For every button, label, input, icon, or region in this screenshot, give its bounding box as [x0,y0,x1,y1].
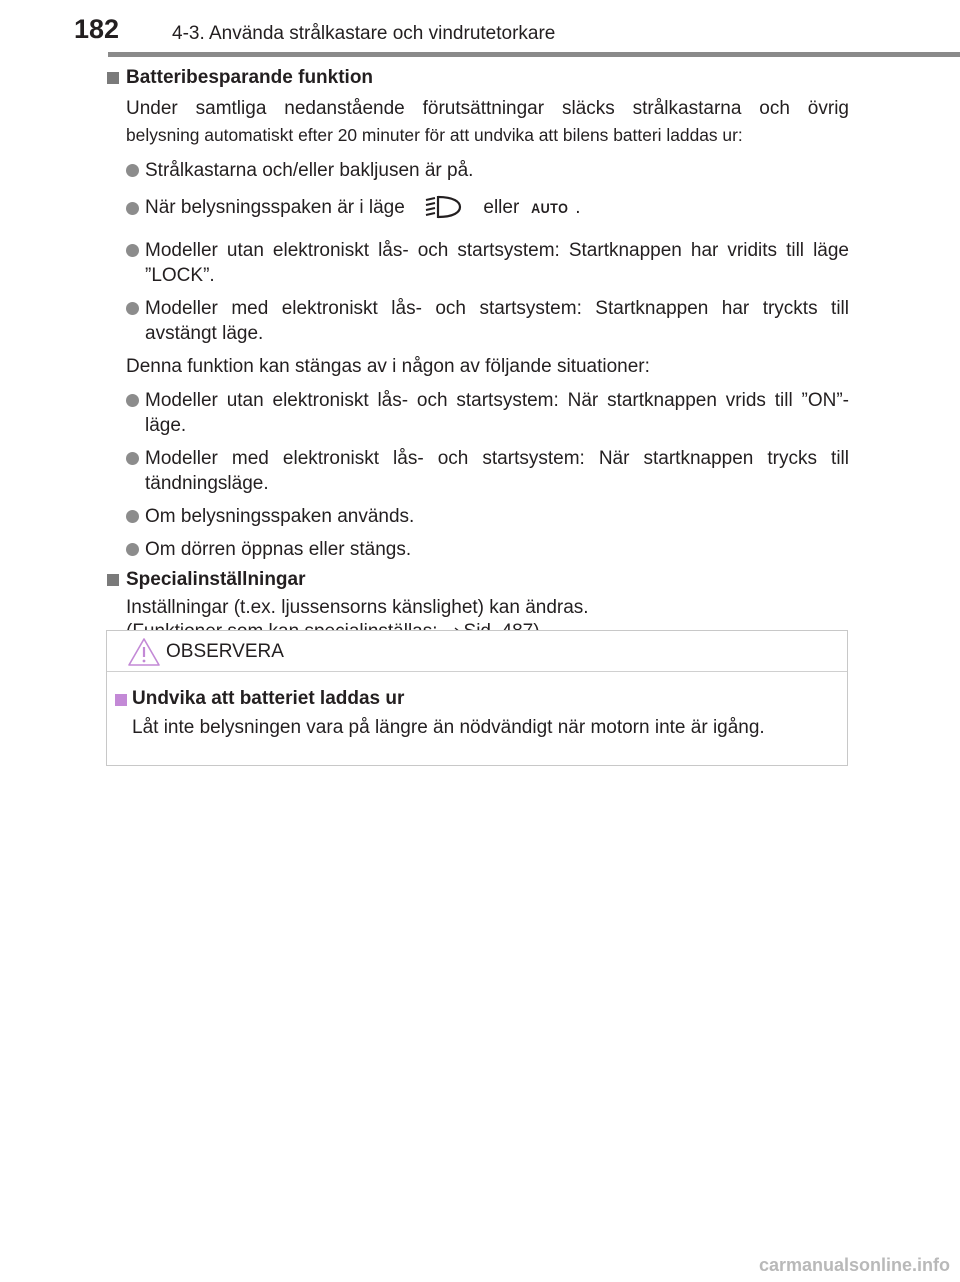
bullet-text: Strålkastarna och/eller bakljusen är på. [145,160,474,181]
list-item [126,446,849,496]
intro-line-1: Under samtliga nedanstående förutsättningar släcks strålkastarna och övrig [126,98,849,119]
bullet-text: Modeller utan elektroniskt lås- och startsystem: När startknappen vrids till ”ON”-läge. [145,390,849,436]
header-rule [108,52,960,57]
custom-settings-line-1: Inställningar (t.ex. ljussensorns känslighet) kan ändras. [126,597,589,618]
bullet-text: När belysningsspaken är i läge [145,197,405,218]
notice-body-text: Låt inte belysningen vara på längre än nödvändigt när motorn inte är igång. [132,717,765,738]
section-heading-custom-settings [107,568,849,596]
chapter-title: 4-3. Använda strålkastare och vindrutetorkare [172,23,556,44]
bullet-dot [126,202,139,215]
list-item [126,158,849,183]
notice-subtitle: Undvika att batteriet laddas ur [132,688,405,709]
watermark: carmanualsonline.info [758,1255,950,1275]
bullet-text: Modeller med elektroniskt lås- och startsystem: Startknappen har tryckts till avstängt läge. [145,298,849,344]
bullet-dot [126,244,139,257]
tail-light-icon [424,194,464,230]
page-header [0,0,960,58]
list-item [126,504,849,529]
bullet-dot [126,302,139,315]
bullet-text-end: . [575,197,581,218]
warning-triangle-icon [127,637,161,672]
list-item [126,238,849,288]
bullet-dot [126,510,139,523]
bullet-text: Om belysningsspaken används. [145,506,415,527]
main-content [107,66,849,644]
list-item [126,193,849,230]
bullet-text: Modeller med elektroniskt lås- och startsystem: När startknappen trycks till tändningsläge. [145,448,849,494]
notice-square-marker [115,694,127,706]
bullet-text: Modeller utan elektroniskt lås- och startsystem: Startknappen har vridits till läge ”LOCK”. [145,240,849,286]
bullet-dot [126,543,139,556]
list-item [126,296,849,346]
auto-label: AUTO [530,200,568,216]
section-square-marker [107,72,119,84]
section-title: Batteribesparande funktion [126,67,374,88]
notice-header [107,631,847,672]
section-heading-battery-saver [107,66,849,94]
notice-box [106,630,848,766]
intro-line-2: belysning automatiskt efter 20 minuter för att undvika att bilens batteri laddas ur: [126,125,743,145]
notice-label: OBSERVERA [166,641,284,662]
list-item [126,388,849,438]
bullet-text-or: eller [483,197,520,218]
list-item [126,537,849,562]
intro-paragraph [126,96,849,148]
page-number: 182 [74,14,120,44]
bullet-dot [126,164,139,177]
bullet-dot [126,452,139,465]
cancel-intro-paragraph: Denna funktion kan stängas av i någon av följande situationer: [126,356,650,377]
bullet-text: Om dörren öppnas eller stängs. [145,539,412,560]
bullet-dot [126,394,139,407]
section-square-marker [107,574,119,586]
section-title: Specialinställningar [126,569,306,590]
